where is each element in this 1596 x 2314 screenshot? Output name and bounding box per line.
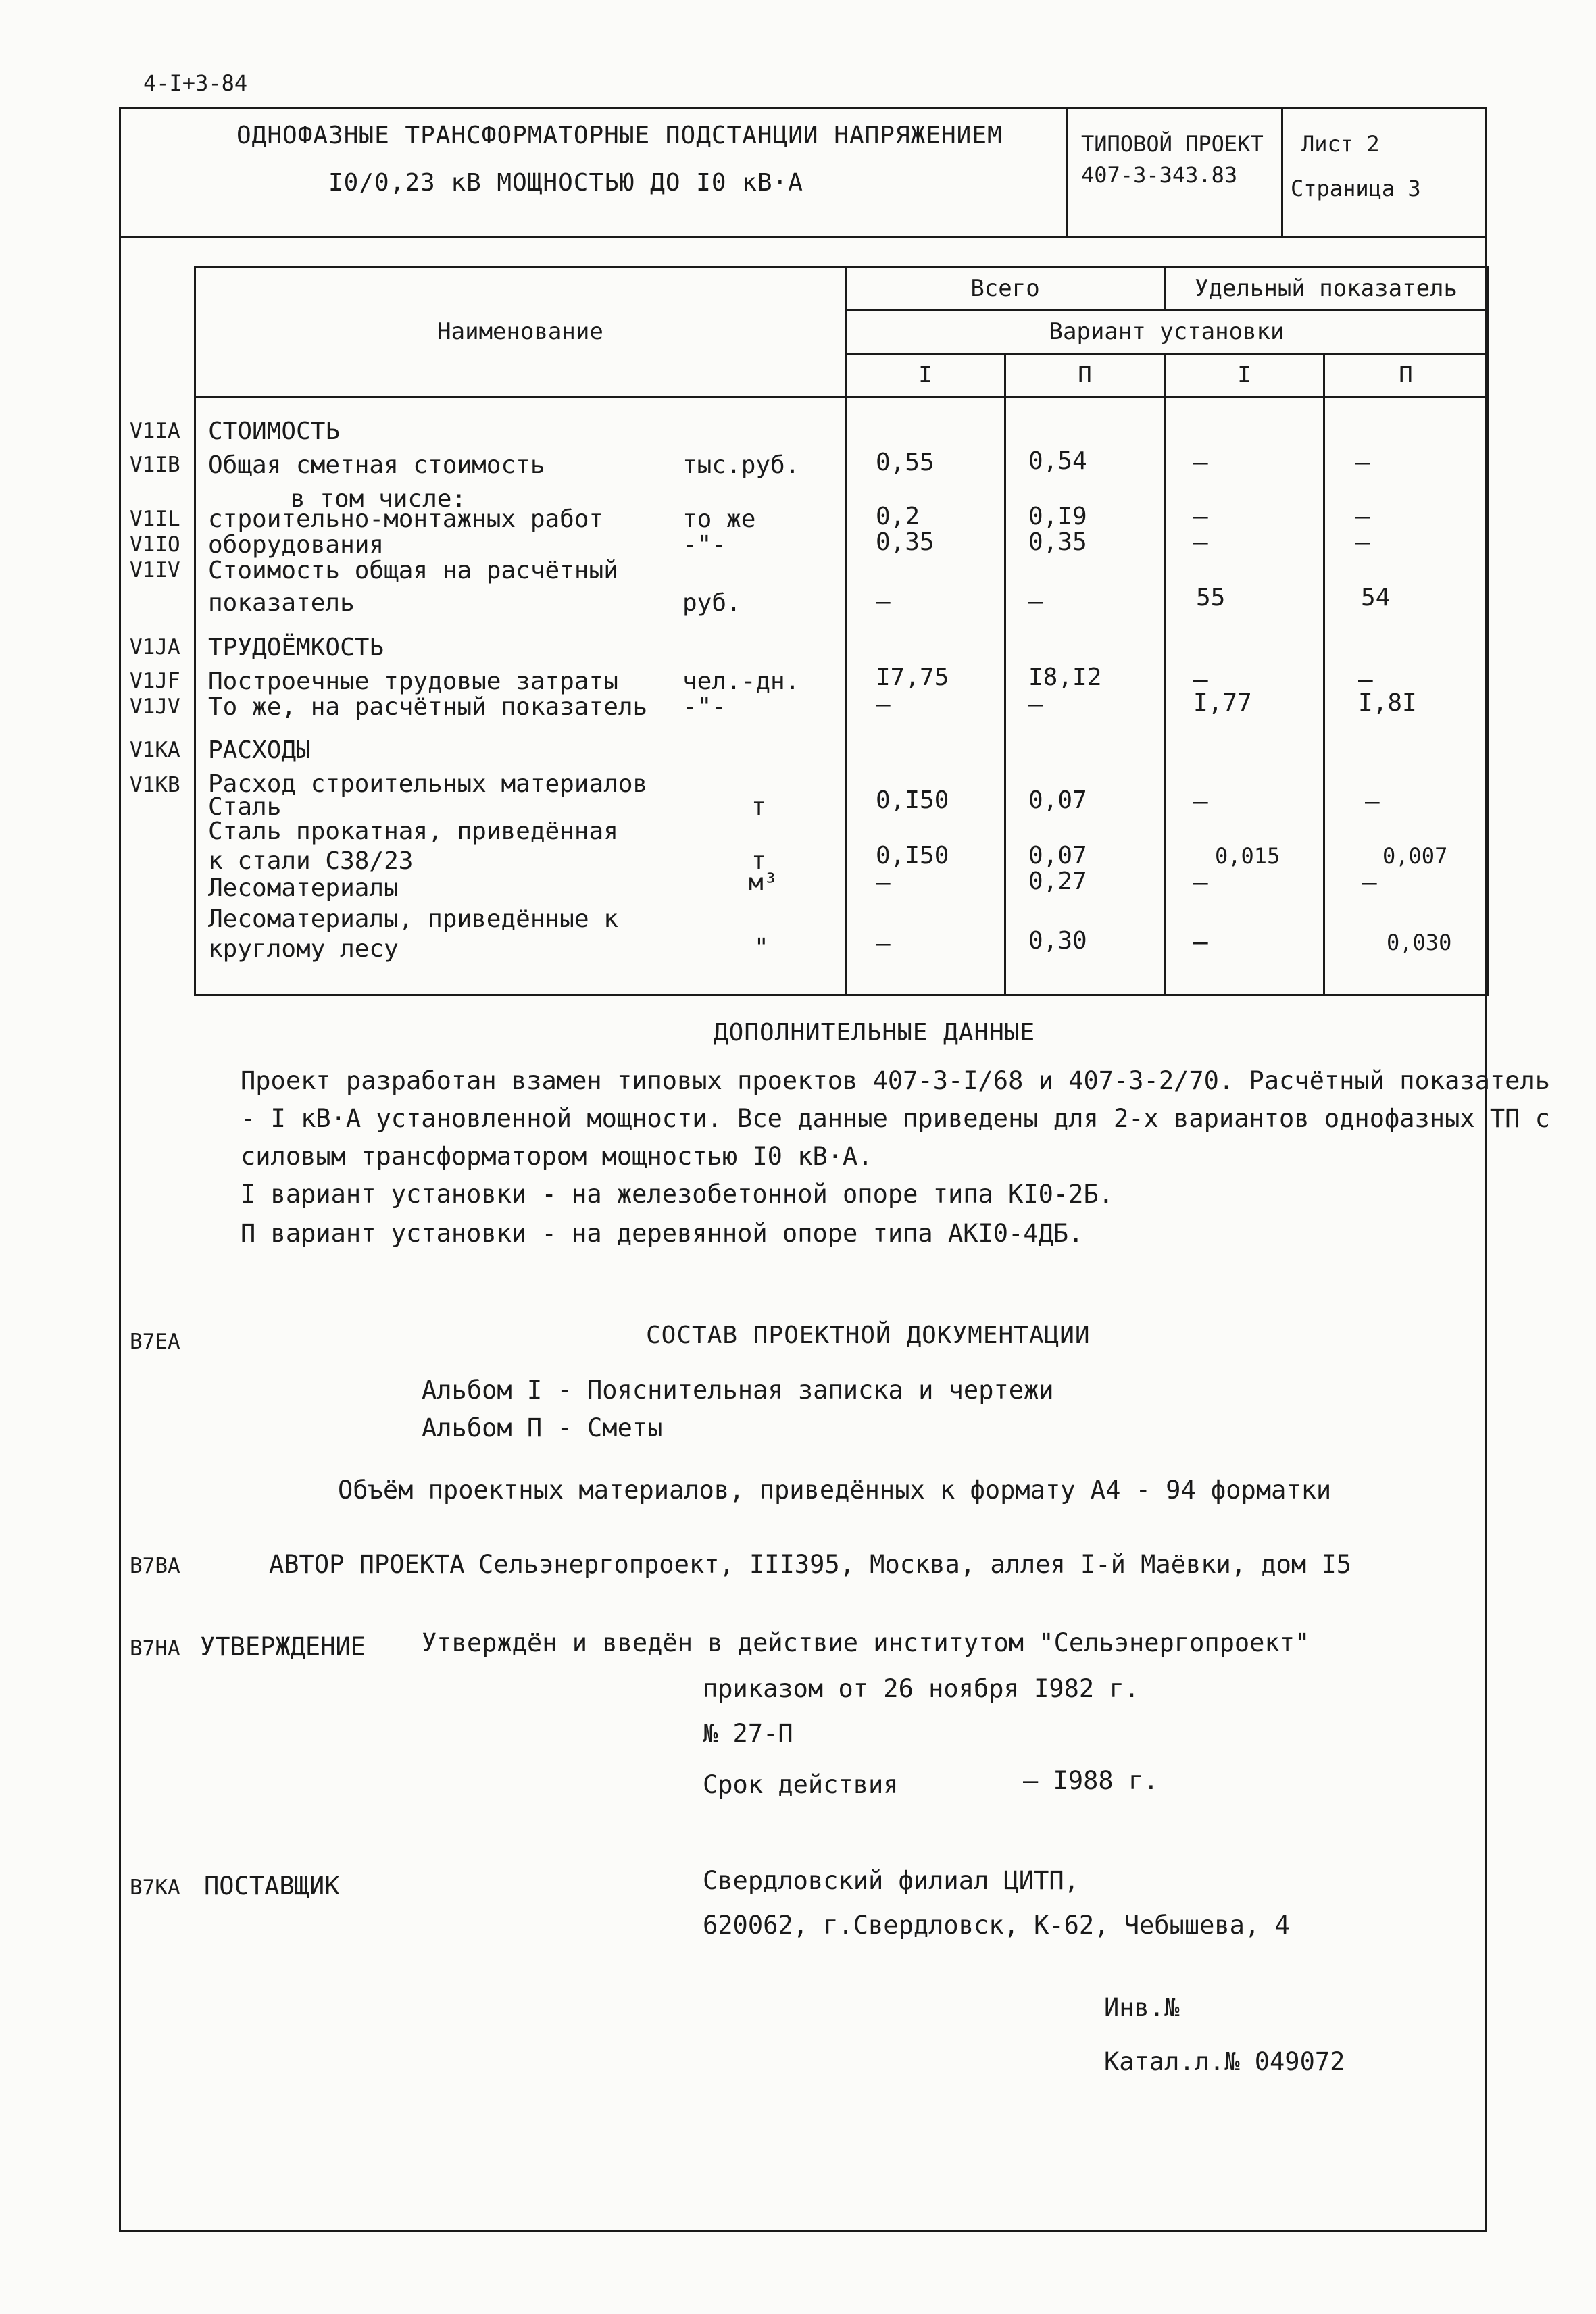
row-code: V1IA [130,419,180,443]
row-name: показатель [208,589,355,617]
row-value-total-1: – [876,588,891,615]
row-unit: -"- [682,531,727,559]
row-unit: " [754,934,769,961]
row-unit: -"- [682,693,727,721]
header-vsep-2 [1281,107,1283,236]
row-name: в том числе: [291,485,467,513]
additional-line: Проект разработан взамен типовых проектов 407-3-I/68 и 407-3-2/70. Расчётный показатель [241,1066,1551,1095]
row-code: V1JF [130,669,180,693]
supplier-address: 620062, г.Свердловск, К-62, Чебышева, 4 [703,1911,1290,1940]
row-value-total-2: 0,30 [1028,927,1087,955]
row-value-total-2: 0,54 [1028,447,1087,475]
row-value-total-1: – [876,869,891,897]
row-code: V1IL [130,507,180,531]
validity-label: Срок действия [703,1770,899,1799]
row-value-specific-2: I,8I [1358,689,1417,717]
header-variant: Вариант установки [846,310,1488,353]
inventory-number: Инв.№ [1104,1993,1180,2022]
row-unit: чел.-дн. [682,668,800,695]
header-vsep-1 [1066,107,1068,236]
row-name: Сталь [208,793,282,821]
row-name: Расход строительных материалов [208,770,648,798]
row-unit: т [751,793,766,821]
row-value-specific-1: – [1193,928,1208,956]
approval-number: № 27-П [703,1719,793,1748]
volume-text: Объём проектных материалов, приведённых к формату А4 - 94 форматки [338,1476,1332,1505]
header-name: Наименование [195,267,846,397]
composition-code: B7EA [130,1330,180,1354]
catalog-number: Катал.л.№ 049072 [1104,2047,1345,2076]
row-value-specific-1: – [1193,869,1208,897]
row-name: оборудования [208,531,384,559]
header-specific: Удельный показатель [1165,267,1488,310]
sheet-number: Лист 2 [1301,131,1380,157]
row-code: V1KA [130,738,180,762]
row-name: строительно-монтажных работ [208,505,604,533]
row-name: Стоимость общая на расчётный [208,557,618,584]
row-value-specific-1: – [1193,788,1208,815]
row-value-specific-2: – [1365,788,1380,815]
row-value-total-2: 0,27 [1028,867,1087,895]
approval-label: УТВЕРЖДЕНИЕ [200,1632,366,1661]
row-code: V1JA [130,635,180,659]
header-total: Всего [846,267,1165,310]
approval-code: B7HA [130,1636,180,1661]
row-value-specific-2: – [1355,503,1370,530]
additional-line: I вариант установки - на железобетонной опоре типа КI0-2Б. [241,1180,1114,1209]
author-code: B7BA [130,1554,180,1578]
row-name: Сталь прокатная, приведённая [208,818,618,845]
row-value-specific-2: 0,007 [1382,843,1448,869]
row-value-total-2: 0,35 [1028,528,1087,556]
validity-value: – I988 г. [1023,1766,1159,1795]
row-value-total-1: 0,55 [876,449,934,476]
row-name: к стали С38/23 [208,847,414,875]
row-name: Лесоматериалы, приведённые к [208,905,618,933]
row-unit: то же [682,505,756,533]
row-value-total-1: I7,75 [876,663,949,691]
variant-header: П [1005,353,1165,397]
row-value-total-2: 0,I9 [1028,503,1087,530]
row-value-total-1: 0,I50 [876,786,949,814]
row-value-specific-1: – [1193,449,1208,476]
row-value-total-1: 0,35 [876,528,934,556]
row-unit: т [751,847,766,875]
additional-heading: ДОПОЛНИТЕЛЬНЫЕ ДАННЫЕ [714,1019,1036,1047]
row-value-specific-1: 0,015 [1215,843,1280,869]
row-code: V1IO [130,532,180,557]
row-unit: тыс.руб. [682,451,800,479]
row-unit: м³ [749,869,778,897]
row-name: Лесоматериалы [208,874,399,902]
row-value-total-2: 0,07 [1028,786,1087,814]
approval-line: Утверждён и введён в действие институтом "Сельэнергопроект" [422,1628,1310,1657]
approval-order: приказом от 26 ноября I982 г. [703,1674,1140,1703]
row-code: V1JV [130,695,180,719]
document-code: 4-I+3-84 [143,70,248,96]
additional-line: - I кВ·А установленной мощности. Все данные приведены для 2-х вариантов однофазных ТП с [241,1104,1551,1133]
header-divider [119,236,1487,238]
row-value-specific-1: – [1193,666,1208,694]
supplier-code: B7KA [130,1876,180,1900]
additional-line: силовым трансформатором мощностью I0 кВ·А. [241,1142,873,1171]
row-code: V1KB [130,773,180,797]
row-name: круглому лесу [208,935,399,963]
variant-header: П [1324,353,1488,397]
doc-title-line2: I0/0,23 кВ МОЩНОСТЬЮ ДО I0 кВ·А [328,169,803,197]
doc-title-line1: ОДНОФАЗНЫЕ ТРАНСФОРМАТОРНЫЕ ПОДСТАНЦИИ НАПРЯЖЕНИЕМ [236,122,1003,149]
page-number: Страница 3 [1291,176,1421,201]
album-2: Альбом П - Сметы [422,1413,663,1442]
row-value-total-1: – [876,690,891,718]
supplier-line: Свердловский филиал ЦИТП, [703,1866,1079,1895]
variant-header: I [1165,353,1324,397]
row-value-specific-2: 54 [1361,584,1391,611]
row-name: РАСХОДЫ [208,736,311,764]
additional-line: П вариант установки - на деревянной опоре типа АКI0-4ДБ. [241,1219,1084,1248]
row-value-total-2: – [1028,690,1043,718]
row-value-specific-1: – [1193,503,1208,530]
row-value-specific-2: 0,030 [1387,930,1452,955]
row-code: V1IV [130,558,180,582]
row-value-total-2: I8,I2 [1028,663,1102,691]
row-unit: руб. [682,589,741,617]
row-value-total-2: – [1028,588,1043,615]
row-name: То же, на расчётный показатель [208,693,648,721]
row-value-specific-1: I,77 [1193,689,1252,717]
project-label: ТИПОВОЙ ПРОЕКТ [1081,131,1264,157]
author-text: Сельэнергопроект, III395, Москва, аллея I-й Маёвки, дом I5 [478,1550,1352,1579]
row-value-total-1: 0,2 [876,503,920,530]
row-value-total-2: 0,07 [1028,842,1087,870]
project-number: 407-3-343.83 [1081,162,1238,188]
row-value-total-1: 0,I50 [876,842,949,870]
row-value-specific-2: – [1355,528,1370,556]
row-code: V1IB [130,453,180,477]
author-label: АВТОР ПРОЕКТА [269,1550,465,1579]
row-value-specific-2: – [1355,449,1370,476]
row-name: Общая сметная стоимость [208,451,545,479]
body-col [846,397,1005,995]
row-value-specific-1: – [1193,528,1208,556]
row-value-specific-2: – [1362,869,1377,897]
row-value-total-1: – [876,930,891,957]
album-1: Альбом I - Пояснительная записка и чертежи [422,1376,1054,1405]
row-value-specific-1: 55 [1196,584,1226,611]
supplier-label: ПОСТАВЩИК [204,1871,340,1901]
row-name: СТОИМОСТЬ [208,418,341,445]
row-name: Построечные трудовые затраты [208,668,618,695]
row-name: ТРУДОЁМКОСТЬ [208,634,384,661]
composition-heading: СОСТАВ ПРОЕКТНОЙ ДОКУМЕНТАЦИИ [646,1322,1091,1349]
variant-header: I [846,353,1005,397]
row-value-specific-2: – [1358,666,1373,694]
